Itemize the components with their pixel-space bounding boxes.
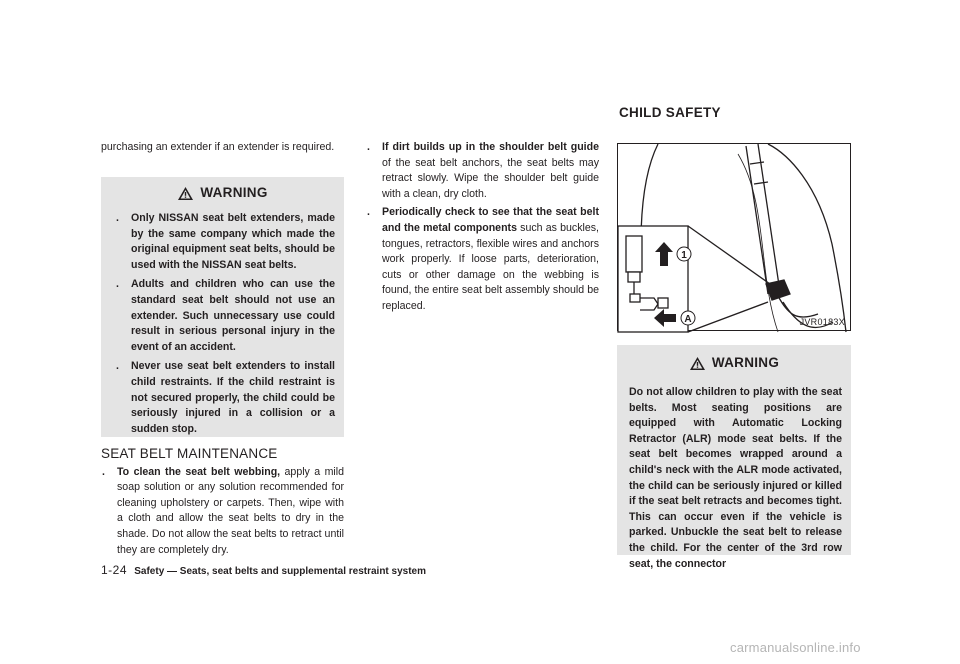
child-warning-text: Do not allow children to play with the seat belts. Most seating positions are equipped with Automatic Locking Retractor (ALR) mode seat belts. If the seat belt becomes wrapped around a child's neck with the ALR mode activated, the child can be seriously injured or killed if the seat belt retracts and becomes tight. This can occur even if the vehicle is parked. Unbuckle the seat belt to release the child. For the center of the 3rd row seat, the connector bbox=[629, 386, 842, 570]
bullet: . bbox=[116, 212, 119, 224]
warning-item: . Adults and children who can use the standard seat belt should not use an extender. Such unnecessary use could result in serious personal injury in the event of an accident. bbox=[116, 278, 335, 353]
warning-title: WARNING bbox=[711, 355, 780, 371]
middle-column bbox=[366, 140, 599, 315]
seatbelt-illustration bbox=[618, 144, 852, 332]
callout-a: A bbox=[684, 314, 692, 325]
warning-box-child bbox=[617, 345, 851, 570]
warning-header bbox=[101, 177, 344, 209]
bullet: . bbox=[102, 465, 105, 478]
maintenance-list bbox=[101, 465, 344, 559]
care-list bbox=[366, 140, 599, 315]
seatbelt-figure bbox=[617, 143, 851, 331]
warning-triangle-icon bbox=[689, 356, 706, 371]
maintenance-item: . To clean the seat belt webbing, apply a mild soap solution or any solution recommended for cleaning upholstery or carpets. Then, wipe with a cloth and allow the seat belts to dry in the shade. Do not allow the seat belts to retract until they are completely dry. bbox=[102, 465, 344, 556]
bullet: . bbox=[367, 206, 370, 219]
callout-1: 1 bbox=[681, 250, 687, 261]
bullet: . bbox=[116, 360, 119, 373]
page-number: 1-24 bbox=[101, 563, 128, 577]
left-column bbox=[101, 140, 344, 156]
watermark: carmanualsonline.info bbox=[730, 640, 861, 655]
chapter-title: Safety — Seats, seat belts and supplemental restraint system bbox=[134, 566, 427, 577]
bullet: . bbox=[367, 141, 370, 153]
warning-box-extenders bbox=[101, 177, 344, 437]
child-safety-heading: CHILD SAFETY bbox=[619, 105, 721, 120]
figure-code: JVR0183X bbox=[799, 317, 845, 327]
warning-title: WARNING bbox=[200, 185, 268, 201]
page-footer bbox=[101, 563, 426, 577]
warning-list bbox=[101, 209, 344, 437]
bullet: . bbox=[116, 278, 119, 291]
care-item: . If dirt builds up in the shoulder belt guide of the seat belt anchors, the seat belts may retract slowly. Wipe the shoulder belt guide with a clean, dry cloth. bbox=[367, 141, 599, 200]
section-title: SEAT BELT MAINTENANCE bbox=[101, 446, 278, 461]
care-item: . Periodically check to see that the seat belt and the metal components such as buckles, tongues, retractors, flexible wires and anchors work properly. If loose parts, deterioration, cuts or other damage on the webbing is found, the entire seat belt assembly should be replaced. bbox=[367, 206, 599, 312]
warning-header bbox=[617, 345, 851, 381]
intro-text: purchasing an extender if an extender is required. bbox=[101, 141, 335, 153]
warning-triangle-icon bbox=[177, 186, 194, 201]
warning-item: . Only NISSAN seat belt extenders, made by the same company which made the original equipment seat belts, should be used with the NISSAN seat belts. bbox=[116, 212, 335, 271]
warning-item: . Never use seat belt extenders to install child restraints. If the child restraint is not secured properly, the child could be seriously injured in a collision or a sudden stop. bbox=[116, 360, 335, 435]
maintenance-section bbox=[101, 446, 344, 558]
